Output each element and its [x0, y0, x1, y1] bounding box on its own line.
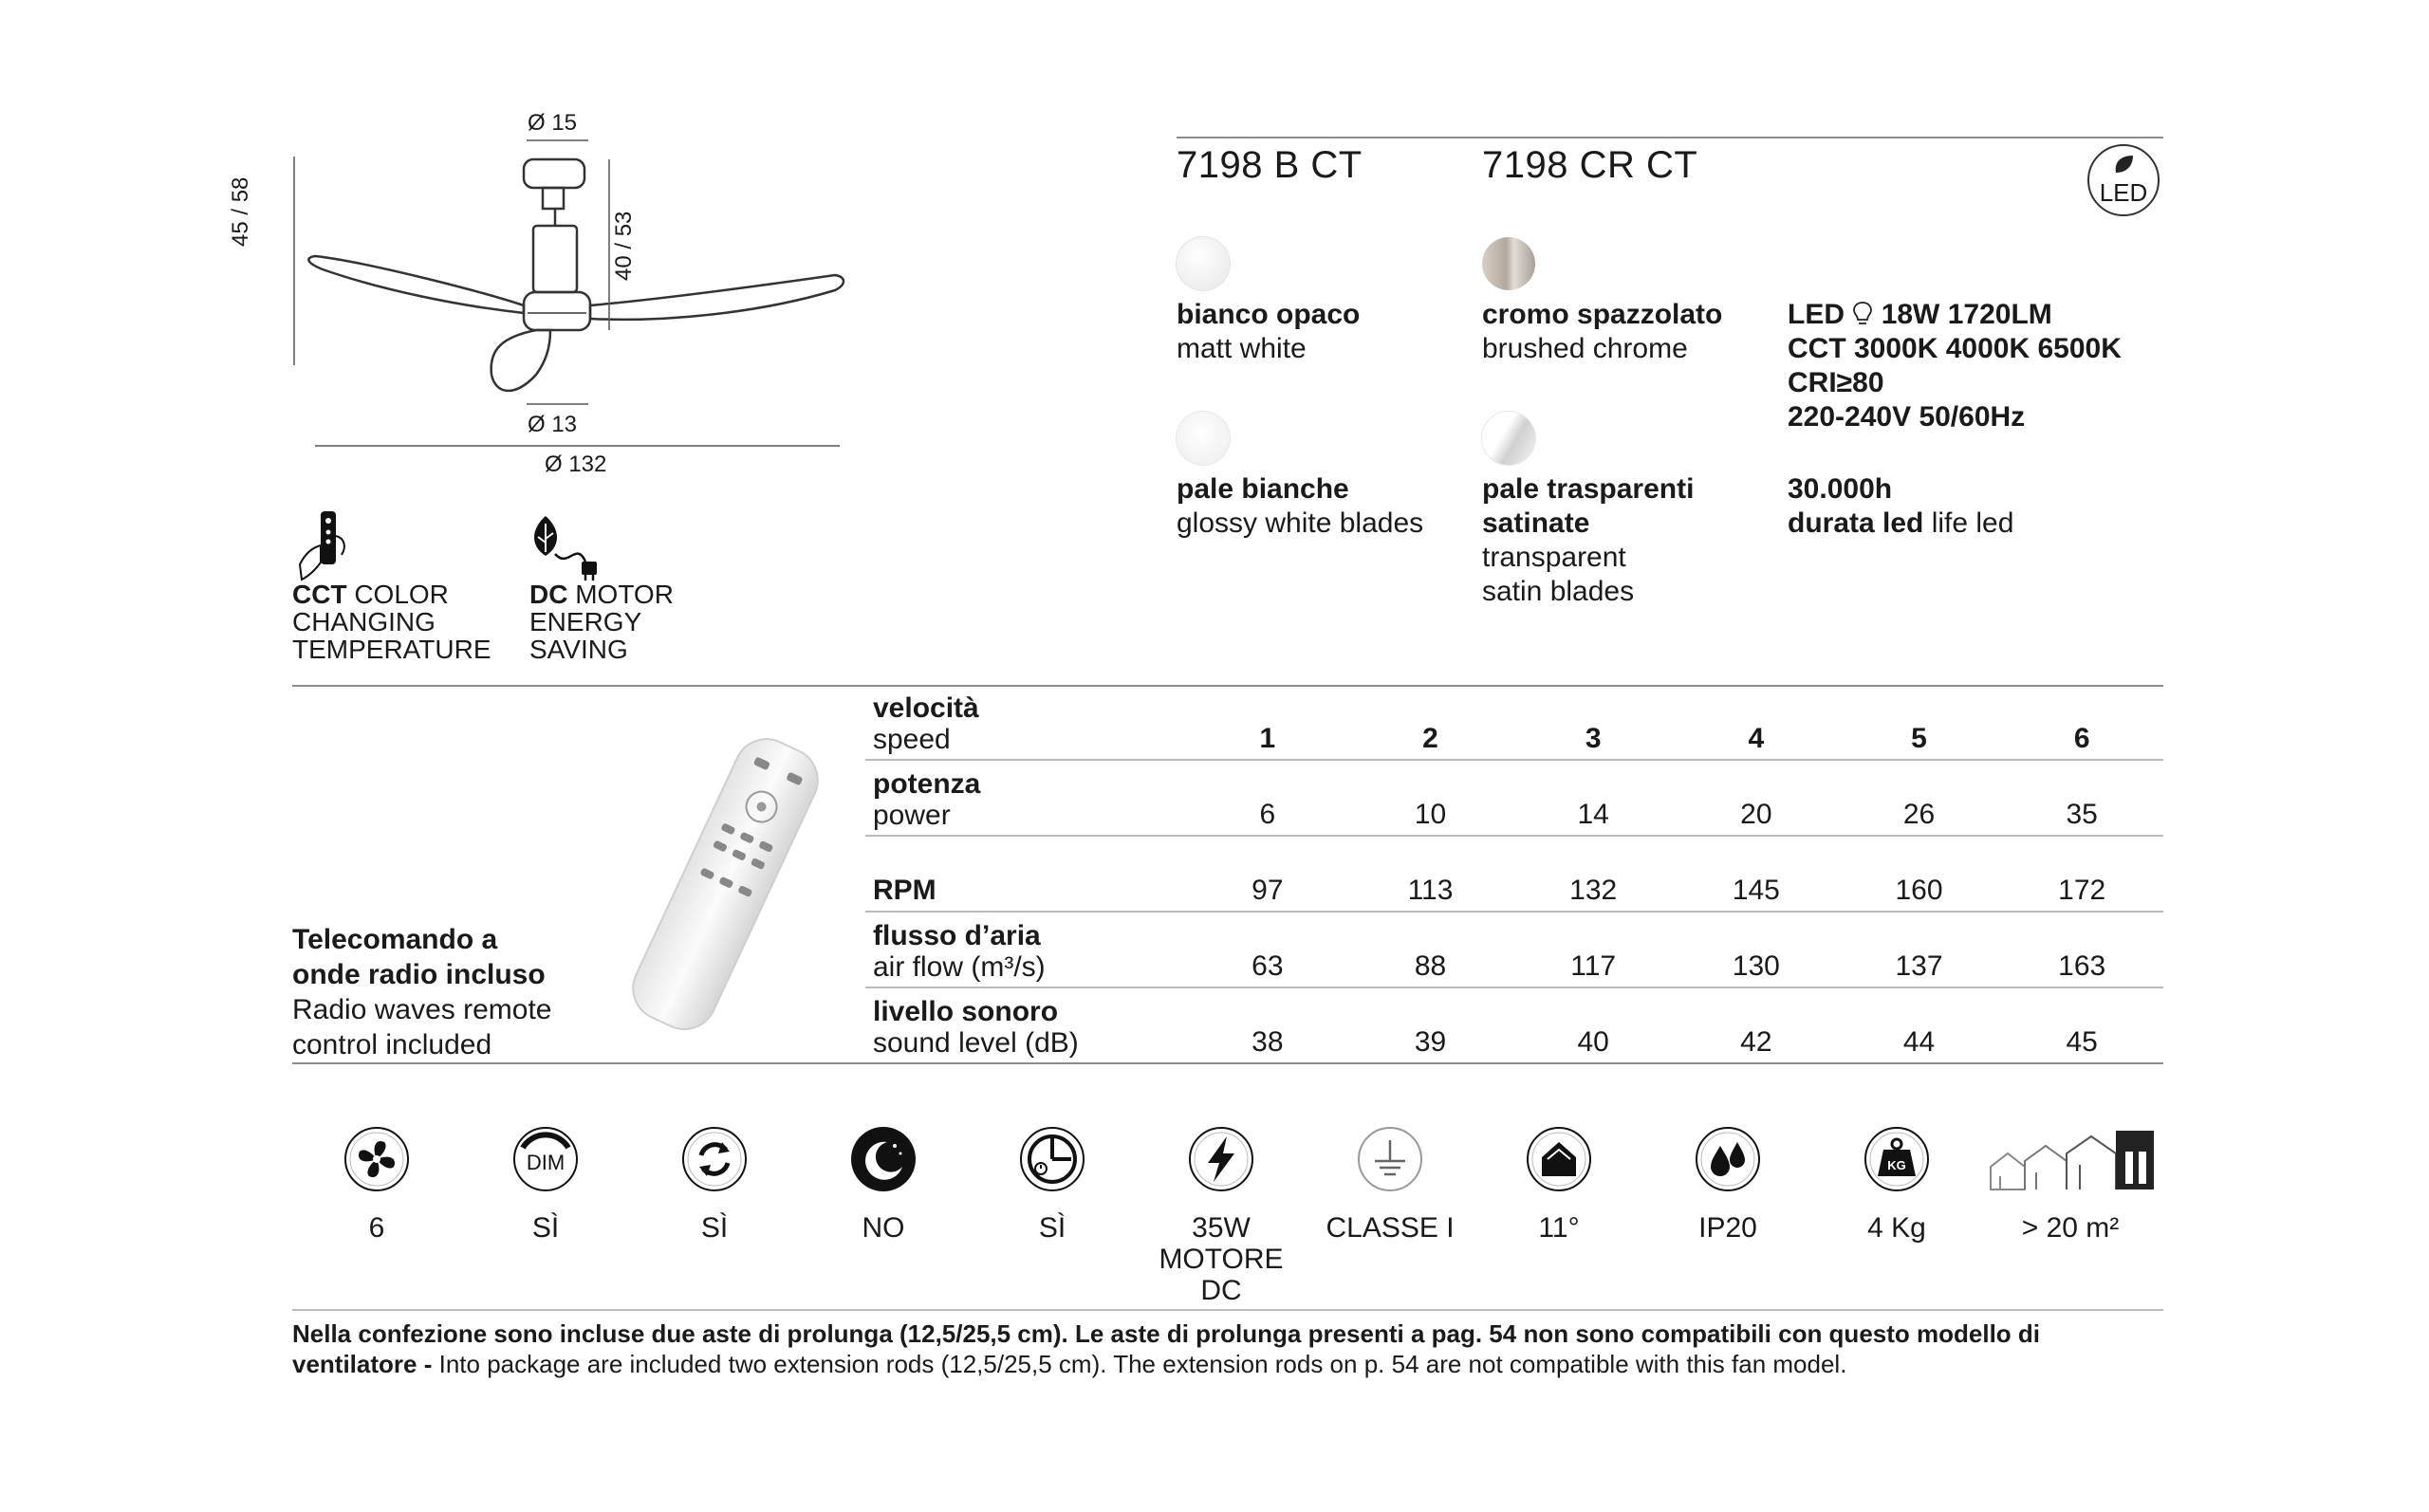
fan-blades-icon	[343, 1125, 411, 1193]
dimension-bottom-diameter: Ø 13	[528, 412, 578, 437]
weight-icon	[1863, 1125, 1931, 1193]
table-bottom-rule	[292, 1062, 2163, 1064]
remote-en1: Radio waves remote	[292, 994, 552, 1025]
table-cell: 137	[1895, 950, 1943, 982]
row-airflow-values	[1186, 950, 2163, 983]
table-cell: 5	[1911, 723, 1927, 754]
row-divider	[865, 986, 2163, 988]
footer-rule	[292, 1309, 2163, 1311]
row-power-values	[1186, 799, 2163, 831]
night-mode-icon	[849, 1125, 918, 1193]
icon-label-speeds: 6	[368, 1212, 385, 1244]
table-cell: 3	[1585, 723, 1602, 754]
reverse-icon	[680, 1125, 749, 1193]
led-life-it: durata led	[1788, 507, 1924, 539]
feature-cct-line3: TEMPERATURE	[292, 635, 491, 664]
row-sound-it: livello sonoro	[873, 996, 1059, 1027]
remote-control-image	[607, 721, 835, 1043]
table-cell: 14	[1577, 799, 1609, 830]
row-power-it: potenza	[873, 768, 981, 800]
finish-satin-blades-en1: transparent	[1482, 542, 1626, 573]
ip-rating-icon	[1694, 1125, 1762, 1193]
led-life	[1788, 472, 2013, 541]
table-cell: 40	[1577, 1026, 1609, 1058]
icon-cell-class	[1309, 1125, 1471, 1244]
finish-satin-blades-it2: satinate	[1482, 507, 1590, 539]
weight-icon-text: KG	[1887, 1158, 1906, 1172]
icon-label-ip: IP20	[1698, 1212, 1757, 1244]
table-cell: 63	[1252, 950, 1284, 982]
led-badge-text: LED	[2099, 178, 2148, 207]
table-cell: 130	[1732, 950, 1780, 982]
icon-label-motor-2: MOTORE	[1159, 1244, 1284, 1275]
remote-description	[292, 922, 551, 1062]
swatch-white-blades	[1177, 412, 1230, 465]
row-speed-it: velocità	[873, 692, 979, 724]
row-power-en: power	[873, 800, 951, 831]
led-specs	[1788, 298, 2122, 434]
table-cell: 45	[2066, 1026, 2098, 1058]
row-sound-values	[1186, 1026, 2163, 1059]
ground-class-icon	[1356, 1125, 1424, 1193]
led-power: 18W 1720LM	[1881, 299, 2052, 330]
icon-label-motor-3: DC	[1200, 1275, 1242, 1306]
finish-white-blades-it: pale bianche	[1177, 473, 1349, 505]
remote-en2: control included	[292, 1029, 492, 1060]
icon-label-room: > 20 m²	[2021, 1212, 2120, 1244]
table-cell: 97	[1252, 875, 1284, 906]
icon-cell-angle	[1478, 1125, 1640, 1244]
dim-icon	[511, 1125, 580, 1193]
table-cell: 10	[1414, 799, 1447, 830]
feature-cct-line2: CHANGING	[292, 607, 436, 636]
table-cell: 20	[1740, 799, 1772, 830]
icon-cell-weight	[1816, 1125, 1977, 1244]
feature-cct	[292, 581, 491, 663]
icon-cell-ip	[1647, 1125, 1808, 1244]
feature-dc-line1: MOTOR	[567, 580, 674, 609]
product-code-b: 7198 B CT	[1177, 144, 1363, 186]
remote-it2: onde radio incluso	[292, 959, 546, 990]
finish-matt-white-en: matt white	[1177, 333, 1307, 364]
dimension-blade-span: Ø 132	[545, 452, 607, 477]
swatch-brushed-chrome	[1482, 237, 1535, 290]
row-rpm-label: RPM	[873, 875, 936, 906]
table-cell: 39	[1414, 1026, 1447, 1058]
table-cell: 88	[1414, 950, 1447, 982]
leaf-icon	[2110, 152, 2137, 176]
row-sound-en: sound level (dB)	[873, 1027, 1079, 1059]
led-life-en: life led	[1923, 507, 2014, 539]
icon-label-weight: 4 Kg	[1867, 1212, 1926, 1244]
table-cell: 38	[1252, 1026, 1284, 1058]
icon-label-dim: SÌ	[531, 1212, 560, 1244]
finish-matt-white	[1177, 298, 1360, 366]
remote-hand-icon	[292, 507, 359, 581]
feature-dc-bold: DC	[529, 580, 568, 609]
feature-dc-line3: SAVING	[529, 635, 628, 664]
ceiling-angle-icon	[1525, 1125, 1593, 1193]
row-sound-label	[873, 996, 1079, 1059]
icon-label-reverse: SÌ	[700, 1212, 729, 1244]
feature-dc-motor	[529, 581, 674, 663]
table-cell: 132	[1569, 875, 1618, 906]
table-cell: 113	[1407, 875, 1454, 906]
table-cell: 1	[1259, 723, 1276, 754]
table-cell: 4	[1748, 723, 1765, 754]
bulb-icon	[1852, 301, 1873, 327]
finish-satin-blades	[1482, 472, 1694, 609]
led-voltage: 220-240V 50/60Hz	[1788, 401, 2026, 433]
icon-cell-night	[803, 1125, 964, 1244]
dimension-height-left: 45 / 58	[228, 176, 253, 247]
footer-note	[292, 1318, 2171, 1379]
finish-white-blades	[1177, 472, 1423, 541]
icon-label-motor	[1140, 1212, 1302, 1306]
swatch-matt-white	[1177, 237, 1230, 290]
table-cell: 6	[1259, 799, 1276, 830]
table-cell: 44	[1902, 1026, 1936, 1058]
icon-label-timer: SÌ	[1038, 1212, 1066, 1244]
product-code-cr: 7198 CR CT	[1482, 144, 1698, 186]
table-cell: 160	[1895, 875, 1943, 906]
timer-icon	[1018, 1125, 1086, 1193]
icon-label-angle: 11°	[1538, 1212, 1580, 1244]
led-cri: CRI≥80	[1788, 367, 1884, 398]
table-cell: 2	[1422, 723, 1438, 754]
dim-icon-text: DIM	[526, 1151, 566, 1174]
feature-cct-bold: CCT	[292, 580, 347, 609]
finish-satin-blades-en2: satin blades	[1482, 576, 1635, 607]
feature-cct-line1: COLOR	[346, 580, 449, 609]
footer-note-text: Into package are included two extension rods (12,5/25,5 cm). The extension rods on p. 54 are not compatible with this fan model.	[432, 1350, 1847, 1378]
table-cell: 117	[1570, 950, 1617, 982]
table-top-rule	[292, 685, 2163, 687]
dimension-height-right: 40 / 53	[611, 211, 637, 281]
header-rule	[1177, 137, 2163, 138]
row-power-label	[873, 768, 980, 831]
led-hours: 30.000h	[1788, 473, 1893, 505]
row-speed-en: speed	[873, 724, 951, 755]
feature-dc-line2: ENERGY	[529, 607, 642, 636]
icon-label-night: NO	[862, 1212, 905, 1244]
table-cell: 172	[2058, 875, 2106, 906]
dc-motor-icon	[527, 512, 612, 581]
row-speed-values	[1186, 723, 2163, 755]
table-cell: 6	[2073, 723, 2090, 754]
icon-cell-motor	[1140, 1125, 1302, 1306]
icon-cell-reverse	[634, 1125, 795, 1244]
finish-matt-white-it: bianco opaco	[1177, 299, 1361, 330]
led-prefix: LED	[1788, 299, 1845, 330]
row-divider	[865, 759, 2163, 761]
table-cell: 35	[2066, 799, 2098, 830]
table-cell: 145	[1732, 875, 1780, 906]
table-cell: 42	[1740, 1026, 1772, 1058]
finish-brushed-chrome	[1482, 298, 1722, 366]
finish-satin-blades-it1: pale trasparenti	[1482, 473, 1695, 505]
row-speed-label	[873, 692, 979, 755]
footer-note-bold2: ventilatore -	[292, 1350, 433, 1378]
finish-brushed-chrome-it: cromo spazzolato	[1482, 299, 1723, 330]
footer-note-bold: Nella confezione sono incluse due aste di prolunga (12,5/25,5 cm). Le aste di prolunga presenti a pag. 54 non sono compatibili con questo modello di	[292, 1319, 2041, 1348]
led-badge	[2087, 144, 2160, 216]
finish-white-blades-en: glossy white blades	[1177, 507, 1424, 539]
icon-cell-speeds	[296, 1125, 457, 1244]
finish-brushed-chrome-en: brushed chrome	[1482, 333, 1688, 364]
row-airflow-en: air flow (m³/s)	[873, 951, 1046, 983]
icon-cell-dim	[465, 1125, 626, 1244]
table-cell: 163	[2058, 950, 2106, 982]
dimension-top-diameter: Ø 15	[528, 110, 578, 136]
row-divider	[865, 911, 2163, 913]
row-airflow-it: flusso d’aria	[873, 920, 1041, 951]
icon-label-class: CLASSE I	[1326, 1212, 1455, 1244]
motor-icon	[1187, 1125, 1255, 1193]
swatch-satin-blades	[1482, 412, 1535, 465]
room-size-icon	[1987, 1125, 2154, 1193]
icon-cell-timer	[972, 1125, 1133, 1244]
remote-it1: Telecomando a	[292, 924, 498, 955]
row-airflow-label	[873, 920, 1046, 983]
row-divider	[865, 835, 2163, 837]
icon-label-motor-1: 35W	[1192, 1212, 1251, 1244]
led-cct: CCT 3000K 4000K 6500K	[1788, 333, 2122, 364]
row-rpm-values	[1186, 875, 2163, 907]
icon-cell-room	[1985, 1125, 2156, 1244]
table-cell: 26	[1902, 799, 1936, 830]
